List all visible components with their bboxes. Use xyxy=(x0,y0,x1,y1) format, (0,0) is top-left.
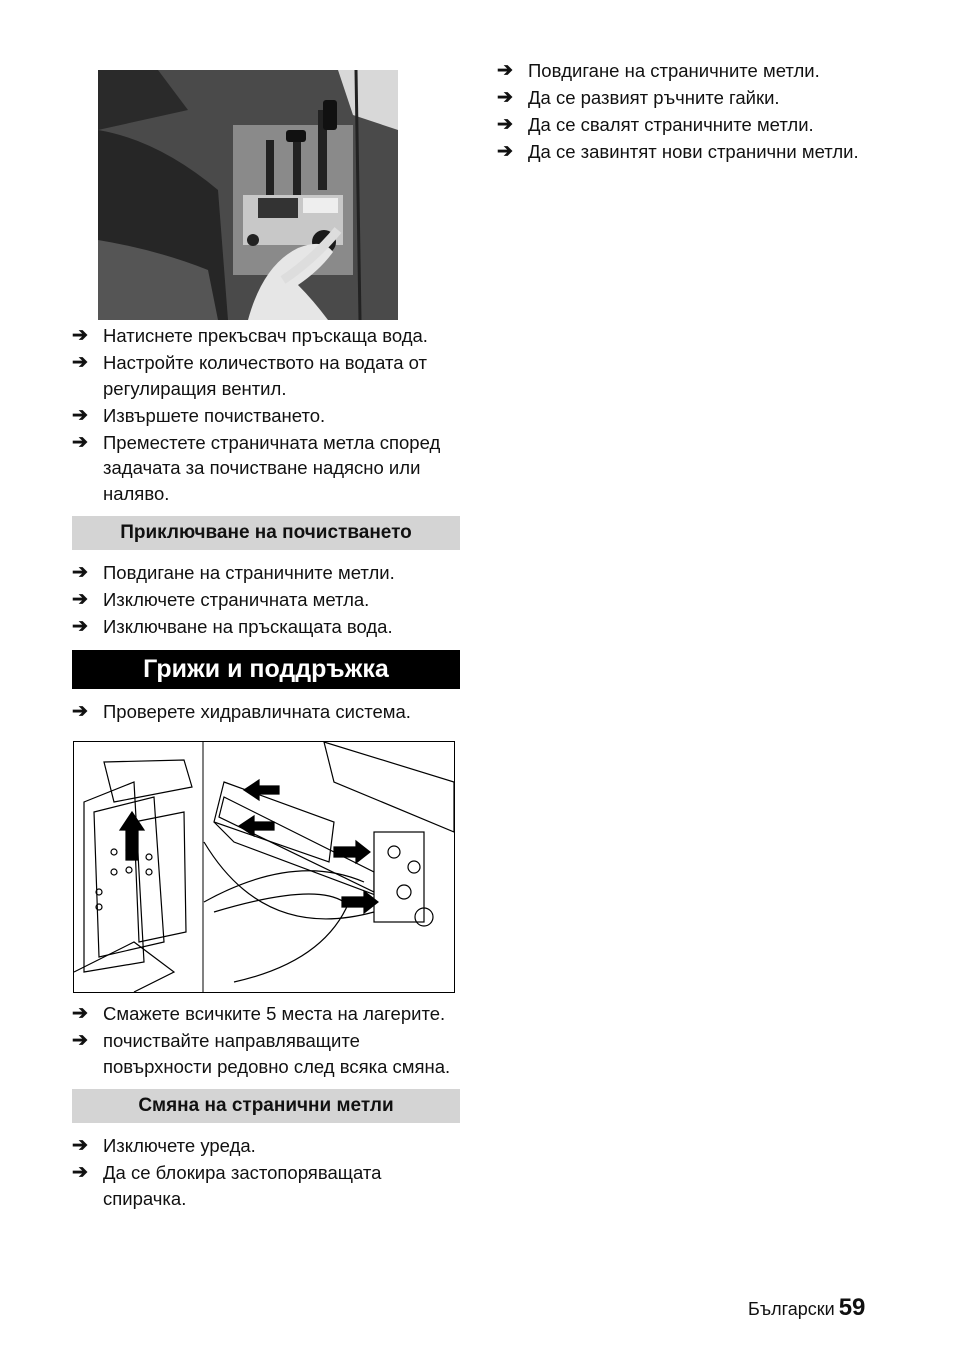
arrow-right-icon: ➔ xyxy=(72,700,88,722)
lubrication-points-diagram xyxy=(73,741,455,993)
arrow-right-icon: ➔ xyxy=(72,1003,88,1024)
list-item: ➔ Настройте количеството на водата от регулиращия вентил. xyxy=(72,352,428,399)
list-item: ➔ Повдигане на страничните метли. xyxy=(497,58,877,84)
list-item: ➔ Изключване на пръскащата вода. xyxy=(72,614,460,640)
list-item: ➔ почиствайте направляващите повърхности редовно след всяка смяна. xyxy=(72,1030,451,1077)
right-column xyxy=(497,58,877,166)
control-panel-photo xyxy=(98,70,398,320)
arrow-right-icon: ➔ xyxy=(497,87,513,108)
list-item: ➔ Да се блокира застопоряващата спирачка. xyxy=(72,1162,382,1209)
lubrication-diagram-image xyxy=(74,742,454,992)
arrow-right-icon: ➔ xyxy=(72,404,88,426)
arrow-right-icon: ➔ xyxy=(72,325,88,346)
control-panel-photo-image xyxy=(98,70,398,320)
section-heading-replace-side-brooms: Смяна на странични метли xyxy=(72,1089,460,1123)
lubrication-steps xyxy=(72,1001,460,1079)
list-item: ➔ Изключете уреда. xyxy=(72,1133,460,1159)
list-item: ➔ Да се завинтят нови странични метли. xyxy=(497,139,877,165)
arrow-right-icon: ➔ xyxy=(72,589,88,610)
arrow-right-icon: ➔ xyxy=(497,141,513,162)
list-item: ➔ Да се свалят страничните метли. xyxy=(497,112,877,138)
page-number: 59 xyxy=(838,1294,866,1321)
arrow-right-icon: ➔ xyxy=(497,114,513,135)
list-item: ➔ Натиснете прекъсвач пръскаща вода. xyxy=(72,323,460,349)
left-column xyxy=(72,70,460,1213)
list-item: ➔ Повдигане на страничните метли. xyxy=(72,560,460,586)
arrow-right-icon: ➔ xyxy=(72,352,88,373)
right-steps xyxy=(497,58,877,165)
replace-side-brooms-steps xyxy=(72,1133,460,1211)
list-item: ➔ Да се развият ръчните гайки. xyxy=(497,85,877,111)
footer-language: Български xyxy=(748,1299,835,1319)
arrow-right-icon: ➔ xyxy=(72,1135,88,1156)
list-item: ➔ Смажете всичките 5 места на лагерите. xyxy=(72,1001,460,1027)
arrow-right-icon: ➔ xyxy=(497,60,513,81)
list-item: ➔ Проверете хидравличната система. xyxy=(72,699,460,725)
chapter-heading-maintenance: Грижи и поддръжка xyxy=(72,650,460,689)
intro-steps xyxy=(72,323,460,506)
finish-cleaning-steps xyxy=(72,560,460,640)
list-item: ➔ Извършете почистването. xyxy=(72,403,460,429)
arrow-right-icon: ➔ xyxy=(72,431,88,453)
arrow-right-icon: ➔ xyxy=(72,616,88,637)
maintenance-steps xyxy=(72,699,460,725)
list-item: ➔ Изключете страничната метла. xyxy=(72,587,460,613)
arrow-right-icon: ➔ xyxy=(72,1030,88,1051)
page-footer xyxy=(748,1294,888,1322)
section-heading-finish-cleaning: Приключване на почистването xyxy=(72,516,460,550)
list-item: ➔ Преместете страничната метла според задачата за почистване надясно или наляво. xyxy=(72,431,441,504)
arrow-right-icon: ➔ xyxy=(72,1162,88,1183)
arrow-right-icon: ➔ xyxy=(72,562,88,583)
